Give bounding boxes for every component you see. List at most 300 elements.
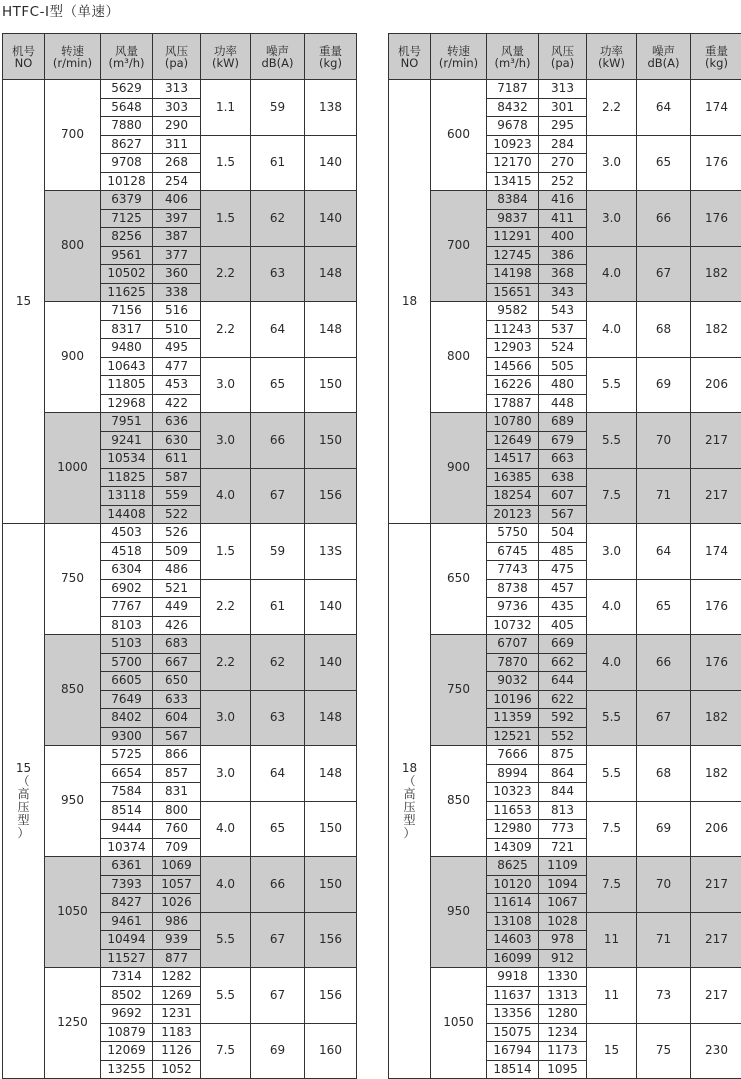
airflow-cell: 8427	[100, 893, 153, 913]
pressure-cell: 377	[152, 246, 201, 266]
pressure-cell: 422	[152, 394, 201, 414]
column-header-line: 机号	[12, 43, 35, 58]
airflow-cell: 7393	[100, 875, 153, 895]
power-cell: 5.5	[200, 912, 251, 969]
power-cell: 1.5	[200, 135, 251, 192]
pressure-cell: 638	[538, 468, 587, 488]
airflow-cell: 9837	[486, 209, 539, 229]
noise-cell: 73	[636, 967, 691, 1024]
pressure-cell: 567	[152, 727, 201, 747]
column-header	[538, 33, 587, 80]
airflow-cell: 4518	[100, 542, 153, 562]
pressure-cell: 622	[538, 690, 587, 710]
power-cell: 3.0	[586, 190, 637, 247]
speed-cell: 1250	[44, 967, 101, 1079]
column-header	[690, 33, 741, 80]
airflow-cell: 11653	[486, 801, 539, 821]
airflow-cell: 10502	[100, 264, 153, 284]
power-cell: 3.0	[200, 412, 251, 469]
pressure-cell: 844	[538, 782, 587, 802]
column-header	[152, 33, 201, 80]
pressure-cell: 1126	[152, 1041, 201, 1061]
pressure-cell: 521	[152, 579, 201, 599]
weight-cell: 217	[690, 912, 741, 969]
pressure-cell: 800	[152, 801, 201, 821]
airflow-cell: 9678	[486, 116, 539, 136]
power-cell: 5.5	[200, 967, 251, 1024]
pressure-cell: 475	[538, 560, 587, 580]
noise-cell: 67	[636, 690, 691, 747]
power-cell: 2.2	[586, 79, 637, 136]
noise-cell: 59	[250, 79, 305, 136]
speed-cell: 1050	[44, 856, 101, 968]
airflow-cell: 6654	[100, 764, 153, 784]
pressure-cell: 773	[538, 819, 587, 839]
airflow-cell: 14408	[100, 505, 153, 525]
power-cell: 11	[586, 912, 637, 969]
airflow-cell: 5750	[486, 523, 539, 543]
column-header-line: (kg)	[705, 55, 728, 70]
airflow-cell: 11825	[100, 468, 153, 488]
pressure-cell: 1069	[152, 856, 201, 876]
speed-cell: 900	[44, 301, 101, 413]
airflow-cell: 14198	[486, 264, 539, 284]
airflow-cell: 8256	[100, 227, 153, 247]
noise-cell: 66	[636, 190, 691, 247]
airflow-cell: 12649	[486, 431, 539, 451]
airflow-cell: 5700	[100, 653, 153, 673]
power-cell: 5.5	[586, 745, 637, 802]
column-header-line: (kW)	[597, 55, 625, 70]
airflow-cell: 12170	[486, 153, 539, 173]
pressure-cell: 1313	[538, 986, 587, 1006]
airflow-cell: 10120	[486, 875, 539, 895]
noise-cell: 64	[636, 523, 691, 580]
airflow-cell: 6379	[100, 190, 153, 210]
power-cell: 7.5	[200, 1023, 251, 1079]
weight-cell: 140	[304, 135, 357, 192]
airflow-cell: 18514	[486, 1060, 539, 1079]
noise-cell: 66	[636, 634, 691, 691]
noise-cell: 66	[250, 856, 305, 913]
weight-cell: 176	[690, 135, 741, 192]
pressure-cell: 1057	[152, 875, 201, 895]
power-cell: 3.0	[200, 745, 251, 802]
airflow-cell: 9241	[100, 431, 153, 451]
weight-cell: 174	[690, 523, 741, 580]
airflow-cell: 7584	[100, 782, 153, 802]
airflow-cell: 5629	[100, 79, 153, 99]
pressure-cell: 1028	[538, 912, 587, 932]
pressure-cell: 636	[152, 412, 201, 432]
pressure-cell: 303	[152, 98, 201, 118]
airflow-cell: 9582	[486, 301, 539, 321]
pressure-cell: 709	[152, 838, 201, 858]
weight-cell: 150	[304, 357, 357, 414]
pressure-cell: 650	[152, 671, 201, 691]
airflow-cell: 8432	[486, 98, 539, 118]
noise-cell: 67	[250, 468, 305, 525]
pressure-cell: 760	[152, 819, 201, 839]
airflow-cell: 7951	[100, 412, 153, 432]
speed-cell: 1000	[44, 412, 101, 524]
pressure-cell: 504	[538, 523, 587, 543]
airflow-cell: 8738	[486, 579, 539, 599]
airflow-cell: 9461	[100, 912, 153, 932]
speed-cell: 700	[430, 190, 487, 302]
airflow-cell: 10128	[100, 172, 153, 192]
pressure-cell: 284	[538, 135, 587, 155]
pressure-cell: 448	[538, 394, 587, 414]
pressure-cell: 1095	[538, 1060, 587, 1079]
airflow-cell: 8502	[100, 986, 153, 1006]
weight-cell: 217	[690, 967, 741, 1024]
column-header-line: (kg)	[319, 55, 342, 70]
airflow-cell: 12968	[100, 394, 153, 414]
column-header-line: (r/min)	[52, 55, 93, 70]
pressure-cell: 604	[152, 708, 201, 728]
column-header	[586, 33, 637, 80]
airflow-cell: 6304	[100, 560, 153, 580]
airflow-cell: 12069	[100, 1041, 153, 1061]
pressure-cell: 1173	[538, 1041, 587, 1061]
pressure-cell: 495	[152, 338, 201, 358]
airflow-cell: 7649	[100, 690, 153, 710]
weight-cell: 156	[304, 967, 357, 1024]
airflow-cell: 7743	[486, 560, 539, 580]
column-header-line: 功率	[214, 43, 237, 58]
pressure-cell: 416	[538, 190, 587, 210]
airflow-cell: 9708	[100, 153, 153, 173]
noise-cell: 62	[250, 634, 305, 691]
power-cell: 7.5	[586, 801, 637, 858]
airflow-cell: 6902	[100, 579, 153, 599]
pressure-cell: 633	[152, 690, 201, 710]
power-cell: 4.0	[200, 801, 251, 858]
power-cell: 4.0	[586, 579, 637, 636]
weight-cell: 206	[690, 801, 741, 858]
speed-cell: 1050	[430, 967, 487, 1079]
pressure-cell: 587	[152, 468, 201, 488]
pressure-cell: 721	[538, 838, 587, 858]
pressure-cell: 1067	[538, 893, 587, 913]
column-header-line: (pa)	[164, 55, 189, 70]
column-header	[430, 33, 487, 80]
weight-cell: 176	[690, 190, 741, 247]
pressure-cell: 1269	[152, 986, 201, 1006]
machine-no-cell: 18 （ 高 压 型 ）	[388, 523, 431, 1079]
airflow-cell: 17887	[486, 394, 539, 414]
airflow-cell: 14566	[486, 357, 539, 377]
weight-cell: 176	[690, 634, 741, 691]
pressure-cell: 607	[538, 486, 587, 506]
pressure-cell: 290	[152, 116, 201, 136]
column-header	[100, 33, 153, 80]
weight-cell: 182	[690, 246, 741, 303]
airflow-cell: 10196	[486, 690, 539, 710]
airflow-cell: 8514	[100, 801, 153, 821]
weight-cell: 138	[304, 79, 357, 136]
fan-spec-table-right	[388, 33, 741, 1077]
power-cell: 3.0	[200, 357, 251, 414]
noise-cell: 68	[636, 745, 691, 802]
pressure-cell: 864	[538, 764, 587, 784]
weight-cell: 156	[304, 468, 357, 525]
airflow-cell: 5648	[100, 98, 153, 118]
airflow-cell: 18254	[486, 486, 539, 506]
airflow-cell: 6707	[486, 634, 539, 654]
column-header-line: (r/min)	[438, 55, 479, 70]
airflow-cell: 8317	[100, 320, 153, 340]
weight-cell: 148	[304, 301, 357, 358]
noise-cell: 67	[250, 912, 305, 969]
pressure-cell: 912	[538, 949, 587, 969]
weight-cell: 230	[690, 1023, 741, 1079]
pressure-cell: 411	[538, 209, 587, 229]
noise-cell: 63	[250, 246, 305, 303]
document-title: HTFC-I型（单速）	[2, 4, 120, 20]
power-cell: 2.2	[200, 246, 251, 303]
pressure-cell: 449	[152, 597, 201, 617]
airflow-cell: 12980	[486, 819, 539, 839]
airflow-cell: 6745	[486, 542, 539, 562]
pressure-cell: 387	[152, 227, 201, 247]
pressure-cell: 360	[152, 264, 201, 284]
airflow-cell: 10494	[100, 930, 153, 950]
pressure-cell: 1234	[538, 1023, 587, 1043]
airflow-cell: 14603	[486, 930, 539, 950]
pressure-cell: 667	[152, 653, 201, 673]
power-cell: 4.0	[586, 301, 637, 358]
power-cell: 3.0	[586, 135, 637, 192]
pressure-cell: 516	[152, 301, 201, 321]
noise-cell: 64	[250, 301, 305, 358]
power-cell: 2.2	[200, 579, 251, 636]
pressure-cell: 453	[152, 375, 201, 395]
speed-cell: 750	[44, 523, 101, 635]
column-header	[200, 33, 251, 80]
airflow-cell: 10534	[100, 449, 153, 469]
pressure-cell: 1026	[152, 893, 201, 913]
pressure-cell: 662	[538, 653, 587, 673]
pressure-cell: 386	[538, 246, 587, 266]
noise-cell: 70	[636, 856, 691, 913]
weight-cell: 150	[304, 412, 357, 469]
airflow-cell: 9736	[486, 597, 539, 617]
airflow-cell: 8627	[100, 135, 153, 155]
weight-cell: 160	[304, 1023, 357, 1079]
pressure-cell: 679	[538, 431, 587, 451]
airflow-cell: 11625	[100, 283, 153, 303]
pressure-cell: 592	[538, 708, 587, 728]
weight-cell: 140	[304, 190, 357, 247]
airflow-cell: 11637	[486, 986, 539, 1006]
speed-cell: 800	[430, 301, 487, 413]
pressure-cell: 1094	[538, 875, 587, 895]
pressure-cell: 400	[538, 227, 587, 247]
machine-no-cell: 15 （ 高 压 型 ）	[2, 523, 45, 1079]
power-cell: 3.0	[200, 690, 251, 747]
airflow-cell: 9480	[100, 338, 153, 358]
weight-cell: 217	[690, 412, 741, 469]
column-header	[486, 33, 539, 80]
airflow-cell: 9300	[100, 727, 153, 747]
airflow-cell: 8994	[486, 764, 539, 784]
pressure-cell: 644	[538, 671, 587, 691]
column-header	[304, 33, 357, 80]
speed-cell: 650	[430, 523, 487, 635]
column-header-line: (m³/h)	[494, 55, 531, 70]
airflow-cell: 7767	[100, 597, 153, 617]
airflow-cell: 10923	[486, 135, 539, 155]
airflow-cell: 10732	[486, 616, 539, 636]
noise-cell: 61	[250, 135, 305, 192]
pressure-cell: 505	[538, 357, 587, 377]
column-header-line: 风量	[115, 43, 138, 58]
power-cell: 2.2	[200, 634, 251, 691]
pressure-cell: 559	[152, 486, 201, 506]
airflow-cell: 7666	[486, 745, 539, 765]
column-header	[44, 33, 101, 80]
airflow-cell: 10780	[486, 412, 539, 432]
weight-cell: 148	[304, 745, 357, 802]
pressure-cell: 270	[538, 153, 587, 173]
airflow-cell: 11527	[100, 949, 153, 969]
weight-cell: 150	[304, 856, 357, 913]
pressure-cell: 1280	[538, 1004, 587, 1024]
pressure-cell: 630	[152, 431, 201, 451]
airflow-cell: 14517	[486, 449, 539, 469]
pressure-cell: 301	[538, 98, 587, 118]
airflow-cell: 7125	[100, 209, 153, 229]
pressure-cell: 552	[538, 727, 587, 747]
machine-no-cell: 15	[2, 79, 45, 524]
fan-spec-table-left	[2, 33, 356, 1077]
noise-cell: 71	[636, 468, 691, 525]
noise-cell: 69	[636, 357, 691, 414]
power-cell: 5.5	[586, 357, 637, 414]
pressure-cell: 509	[152, 542, 201, 562]
pressure-cell: 313	[538, 79, 587, 99]
pressure-cell: 477	[152, 357, 201, 377]
weight-cell: 182	[690, 745, 741, 802]
power-cell: 7.5	[586, 856, 637, 913]
airflow-cell: 8402	[100, 708, 153, 728]
pressure-cell: 254	[152, 172, 201, 192]
power-cell: 1.5	[200, 190, 251, 247]
speed-cell: 850	[44, 634, 101, 746]
speed-cell: 850	[430, 745, 487, 857]
airflow-cell: 11243	[486, 320, 539, 340]
weight-cell: 148	[304, 246, 357, 303]
airflow-cell: 7870	[486, 653, 539, 673]
pressure-cell: 1183	[152, 1023, 201, 1043]
speed-cell: 900	[430, 412, 487, 524]
pressure-cell: 338	[152, 283, 201, 303]
power-cell: 15	[586, 1023, 637, 1079]
noise-cell: 70	[636, 412, 691, 469]
airflow-cell: 8625	[486, 856, 539, 876]
weight-cell: 206	[690, 357, 741, 414]
power-cell: 5.5	[586, 412, 637, 469]
weight-cell: 217	[690, 468, 741, 525]
weight-cell: 176	[690, 579, 741, 636]
airflow-cell: 9444	[100, 819, 153, 839]
pressure-cell: 683	[152, 634, 201, 654]
pressure-cell: 397	[152, 209, 201, 229]
noise-cell: 67	[250, 967, 305, 1024]
airflow-cell: 6605	[100, 671, 153, 691]
airflow-cell: 8103	[100, 616, 153, 636]
airflow-cell: 6361	[100, 856, 153, 876]
airflow-cell: 11359	[486, 708, 539, 728]
airflow-cell: 16099	[486, 949, 539, 969]
column-header-line: 噪声	[652, 43, 675, 58]
pressure-cell: 663	[538, 449, 587, 469]
pressure-cell: 939	[152, 930, 201, 950]
airflow-cell: 12903	[486, 338, 539, 358]
pressure-cell: 1330	[538, 967, 587, 987]
pressure-cell: 669	[538, 634, 587, 654]
pressure-cell: 1109	[538, 856, 587, 876]
pressure-cell: 406	[152, 190, 201, 210]
column-header-line: 转速	[61, 43, 84, 58]
airflow-cell: 9032	[486, 671, 539, 691]
column-header-line: 重量	[705, 43, 728, 58]
airflow-cell: 11291	[486, 227, 539, 247]
power-cell: 11	[586, 967, 637, 1024]
noise-cell: 65	[250, 801, 305, 858]
pressure-cell: 875	[538, 745, 587, 765]
pressure-cell: 524	[538, 338, 587, 358]
column-header-line: 噪声	[266, 43, 289, 58]
pressure-cell: 543	[538, 301, 587, 321]
pressure-cell: 522	[152, 505, 201, 525]
airflow-cell: 14309	[486, 838, 539, 858]
airflow-cell: 7187	[486, 79, 539, 99]
airflow-cell: 11805	[100, 375, 153, 395]
airflow-cell: 9918	[486, 967, 539, 987]
column-header	[388, 33, 431, 80]
noise-cell: 67	[636, 246, 691, 303]
noise-cell: 65	[636, 579, 691, 636]
speed-cell: 600	[430, 79, 487, 191]
column-header-line: 重量	[319, 43, 342, 58]
pressure-cell: 526	[152, 523, 201, 543]
pressure-cell: 343	[538, 283, 587, 303]
airflow-cell: 12521	[486, 727, 539, 747]
airflow-cell: 11614	[486, 893, 539, 913]
airflow-cell: 4503	[100, 523, 153, 543]
speed-cell: 750	[430, 634, 487, 746]
column-header-line: 转速	[447, 43, 470, 58]
speed-cell: 950	[44, 745, 101, 857]
pressure-cell: 313	[152, 79, 201, 99]
airflow-cell: 8384	[486, 190, 539, 210]
airflow-cell: 20123	[486, 505, 539, 525]
weight-cell: 174	[690, 79, 741, 136]
pressure-cell: 457	[538, 579, 587, 599]
weight-cell: 182	[690, 301, 741, 358]
noise-cell: 68	[636, 301, 691, 358]
weight-cell: 13S	[304, 523, 357, 580]
pressure-cell: 537	[538, 320, 587, 340]
machine-no-cell: 18	[388, 79, 431, 524]
noise-cell: 75	[636, 1023, 691, 1079]
airflow-cell: 16385	[486, 468, 539, 488]
power-cell: 4.0	[200, 856, 251, 913]
pressure-cell: 978	[538, 930, 587, 950]
